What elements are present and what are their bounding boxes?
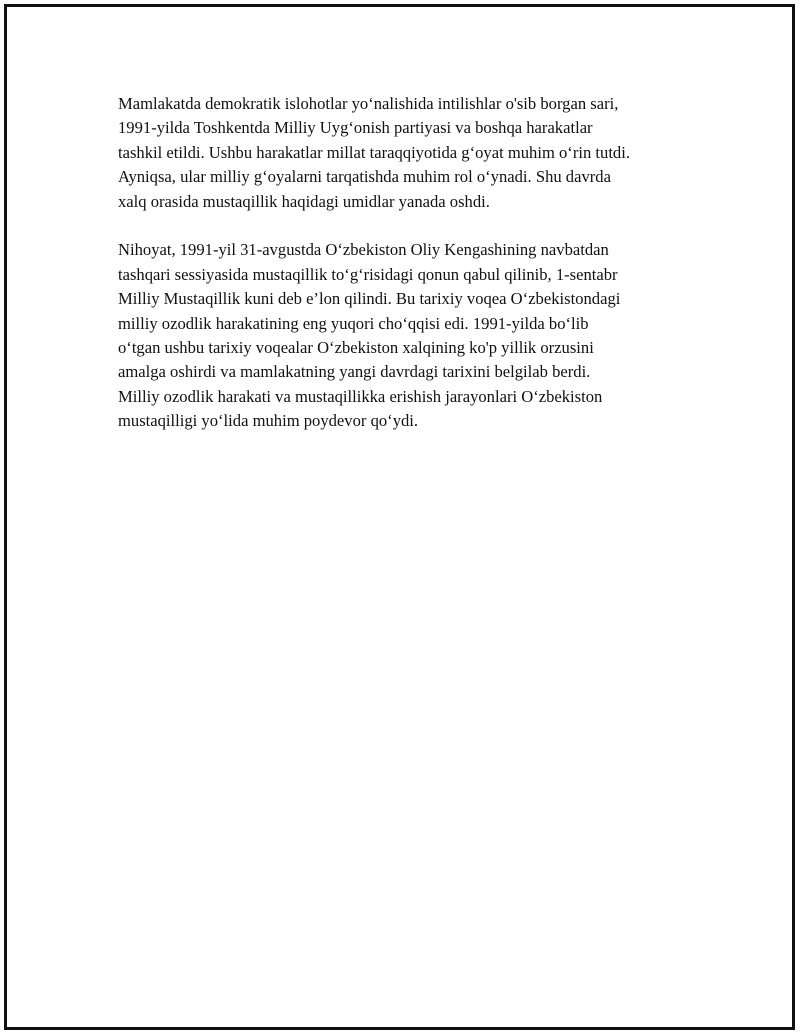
document-body — [118, 92, 708, 434]
paragraph-2 — [118, 238, 708, 433]
text-line: tashkil etildi. Ushbu harakatlar millat taraqqiyotida g‘oyat muhim o‘rin tutdi. — [118, 142, 630, 162]
text-line: Ayniqsa, ular milliy g‘oyalarni tarqatishda muhim rol o‘ynadi. Shu davrda — [118, 167, 611, 187]
text-line: milliy ozodlik harakatining eng yuqori cho‘qqisi edi. 1991-yilda bo‘lib — [118, 313, 589, 333]
text-line: 1991-yilda Toshkentda Milliy Uyg‘onish partiyasi va boshqa harakatlar — [118, 118, 593, 138]
text-line: Milliy Mustaqillik kuni deb e’lon qilindi. Bu tarixiy voqea O‘zbekistondagi — [118, 289, 621, 309]
text-line: Milliy ozodlik harakati va mustaqillikka erishish jarayonlari O‘zbekiston — [118, 386, 603, 406]
text-line: amalga oshirdi va mamlakatning yangi davrdagi tarixini belgilab berdi. — [118, 362, 591, 382]
text-line: xalq orasida mustaqillik haqidagi umidlar yanada oshdi. — [118, 191, 490, 211]
text-line: o‘tgan ushbu tarixiy voqealar O‘zbekiston xalqining ko'p yillik orzusini — [118, 338, 594, 358]
text-line: Mamlakatda demokratik islohotlar yo‘nalishida intilishlar o'sib borgan sari, — [118, 94, 619, 113]
text-line: Nihoyat, 1991-yil 31-avgustda O‘zbekiston Oliy Kengashining navbatdan — [118, 240, 609, 260]
text-line: mustaqilligi yo‘lida muhim poydevor qo‘ydi. — [118, 411, 419, 431]
text-line: tashqari sessiyasida mustaqillik to‘g‘risidagi qonun qabul qilinib, 1-sentabr — [118, 264, 618, 284]
paragraph-spacer — [118, 214, 708, 238]
paragraph-1 — [118, 92, 708, 214]
